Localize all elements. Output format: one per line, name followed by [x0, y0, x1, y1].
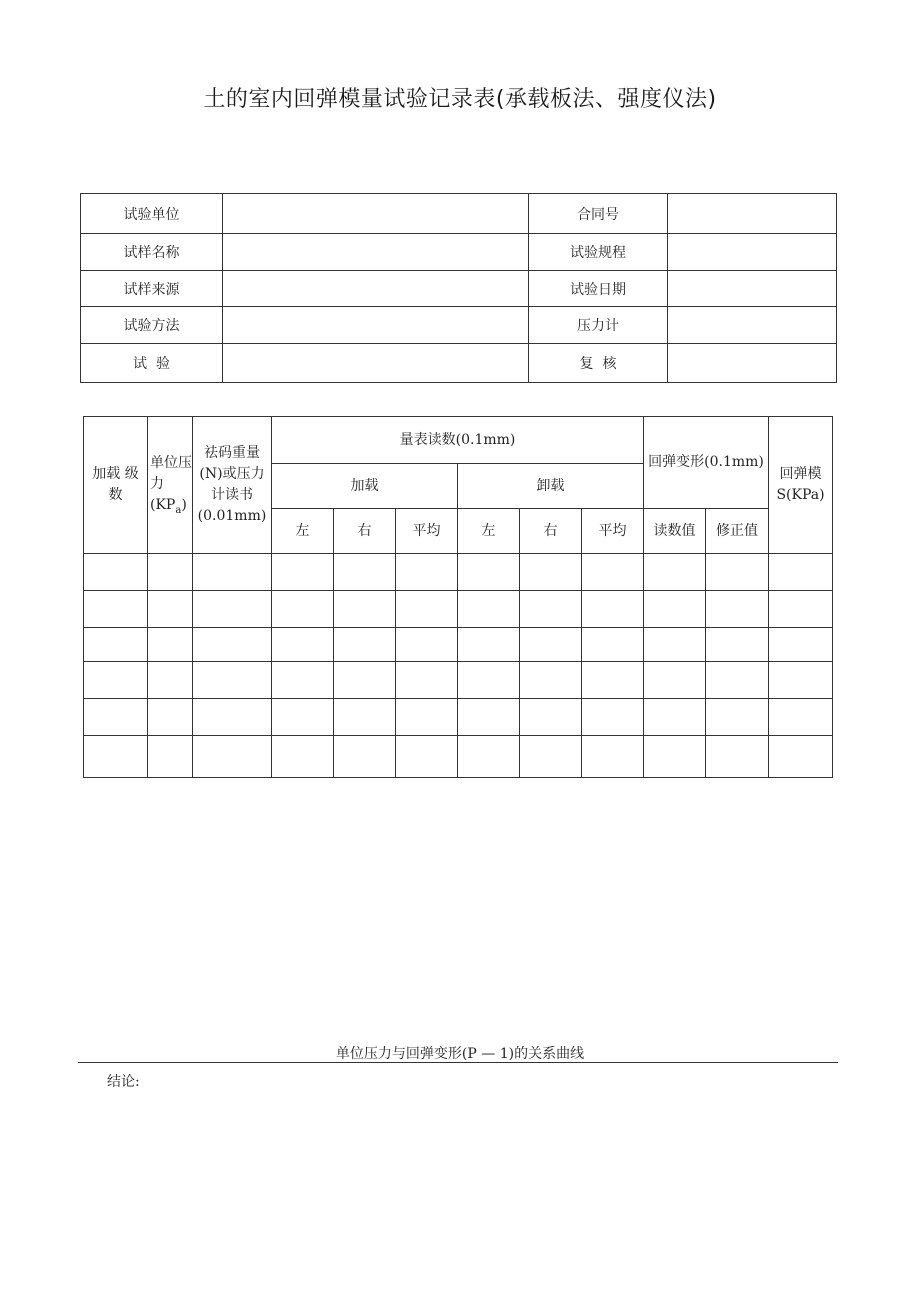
info-value-field[interactable] — [223, 234, 529, 271]
header-unit-pressure — [148, 417, 193, 554]
table-row — [84, 591, 833, 628]
table-cell[interactable] — [706, 628, 769, 662]
table-cell[interactable] — [520, 662, 582, 699]
table-cell[interactable] — [148, 736, 193, 778]
header-corrected-value: 修正值 — [706, 509, 769, 554]
header-row — [84, 417, 833, 464]
table-cell[interactable] — [769, 699, 833, 736]
table-cell[interactable] — [193, 736, 272, 778]
table-cell[interactable] — [769, 554, 833, 591]
info-row — [81, 194, 837, 234]
table-cell[interactable] — [706, 591, 769, 628]
header-rebound-deformation: 回弹变形(0.1mm) — [644, 417, 769, 509]
header-unit-pressure-unit: (KP — [150, 496, 176, 513]
header-reading-value: 读数值 — [644, 509, 706, 554]
table-cell[interactable] — [644, 554, 706, 591]
header-unit-pressure-sub: a — [175, 504, 182, 516]
info-label: 试验单位 — [81, 194, 223, 234]
table-cell[interactable] — [84, 736, 148, 778]
table-cell[interactable] — [193, 591, 272, 628]
info-label: 试样名称 — [81, 234, 223, 271]
header-left: 左 — [272, 509, 334, 554]
table-cell[interactable] — [334, 662, 396, 699]
table-cell[interactable] — [520, 736, 582, 778]
header-average: 平均 — [582, 509, 644, 554]
table-cell[interactable] — [334, 591, 396, 628]
table-cell[interactable] — [769, 628, 833, 662]
table-cell[interactable] — [193, 554, 272, 591]
table-cell[interactable] — [458, 591, 520, 628]
header-gauge-reading: 量表读数(0.1mm) — [272, 417, 644, 464]
header-unit-pressure-label: 单位压力 — [150, 454, 192, 492]
table-cell[interactable] — [148, 591, 193, 628]
page-title: 土的室内回弹模量试验记录表(承载板法、强度仪法) — [203, 87, 717, 112]
table-cell[interactable] — [272, 628, 334, 662]
table-cell[interactable] — [272, 736, 334, 778]
table-cell[interactable] — [582, 662, 644, 699]
header-right: 右 — [520, 509, 582, 554]
table-cell[interactable] — [644, 628, 706, 662]
table-cell[interactable] — [272, 662, 334, 699]
info-label: 试验日期 — [529, 271, 668, 307]
table-cell[interactable] — [84, 699, 148, 736]
table-cell[interactable] — [582, 591, 644, 628]
table-cell[interactable] — [582, 628, 644, 662]
table-cell[interactable] — [84, 662, 148, 699]
table-cell[interactable] — [396, 699, 458, 736]
header-unit-pressure-close: ) — [181, 496, 187, 513]
info-row — [81, 307, 837, 344]
table-cell[interactable] — [582, 736, 644, 778]
info-value-field[interactable] — [223, 307, 529, 344]
table-cell[interactable] — [458, 628, 520, 662]
info-label: 试样来源 — [81, 271, 223, 307]
table-cell[interactable] — [769, 736, 833, 778]
table-cell[interactable] — [769, 591, 833, 628]
header-rebound-modulus: 回弹模S(KPa) — [769, 417, 833, 554]
table-cell[interactable] — [520, 628, 582, 662]
table-cell[interactable] — [334, 736, 396, 778]
table-row — [84, 554, 833, 591]
info-label: 合同号 — [529, 194, 668, 234]
header-average: 平均 — [396, 509, 458, 554]
table-cell[interactable] — [334, 699, 396, 736]
info-label: 复 核 — [529, 344, 668, 383]
info-label: 试验规程 — [529, 234, 668, 271]
info-value-field[interactable] — [668, 194, 837, 234]
table-cell[interactable] — [84, 554, 148, 591]
table-cell[interactable] — [148, 699, 193, 736]
header-load-level: 加载 级数 — [84, 417, 148, 554]
header-loading: 加载 — [272, 464, 458, 509]
table-cell[interactable] — [396, 662, 458, 699]
table-cell[interactable] — [520, 699, 582, 736]
table-row — [84, 662, 833, 699]
table-cell[interactable] — [148, 628, 193, 662]
table-cell[interactable] — [272, 554, 334, 591]
info-value-field[interactable] — [668, 344, 837, 383]
info-value-field[interactable] — [668, 271, 837, 307]
header-unloading: 卸载 — [458, 464, 644, 509]
table-row — [84, 628, 833, 662]
table-cell[interactable] — [396, 736, 458, 778]
table-cell[interactable] — [706, 699, 769, 736]
info-value-field[interactable] — [223, 344, 529, 383]
table-cell[interactable] — [148, 662, 193, 699]
table-cell[interactable] — [644, 699, 706, 736]
table-cell[interactable] — [84, 591, 148, 628]
table-cell[interactable] — [193, 662, 272, 699]
info-row — [81, 234, 837, 271]
table-cell[interactable] — [706, 554, 769, 591]
conclusion-label: 结论: — [107, 1074, 140, 1090]
table-row — [84, 699, 833, 736]
table-cell[interactable] — [148, 554, 193, 591]
divider — [78, 1062, 838, 1063]
table-cell[interactable] — [193, 699, 272, 736]
header-right: 右 — [334, 509, 396, 554]
table-cell[interactable] — [84, 628, 148, 662]
table-cell[interactable] — [396, 628, 458, 662]
info-value-field[interactable] — [668, 307, 837, 344]
info-row — [81, 271, 837, 307]
table-cell[interactable] — [272, 591, 334, 628]
table-cell[interactable] — [644, 736, 706, 778]
table-cell[interactable] — [458, 554, 520, 591]
info-row — [81, 344, 837, 383]
table-cell[interactable] — [396, 554, 458, 591]
table-cell[interactable] — [644, 591, 706, 628]
table-cell[interactable] — [272, 699, 334, 736]
table-cell[interactable] — [396, 591, 458, 628]
info-value-field[interactable] — [668, 234, 837, 271]
header-left: 左 — [458, 509, 520, 554]
info-label: 试验方法 — [81, 307, 223, 344]
data-table — [83, 416, 833, 778]
table-cell[interactable] — [458, 736, 520, 778]
table-cell[interactable] — [334, 554, 396, 591]
info-value-field[interactable] — [223, 271, 529, 307]
info-table — [80, 193, 837, 383]
table-cell[interactable] — [582, 554, 644, 591]
table-cell[interactable] — [644, 662, 706, 699]
table-cell[interactable] — [582, 699, 644, 736]
table-cell[interactable] — [769, 662, 833, 699]
table-cell[interactable] — [458, 699, 520, 736]
info-value-field[interactable] — [223, 194, 529, 234]
table-cell[interactable] — [334, 628, 396, 662]
table-cell[interactable] — [458, 662, 520, 699]
table-cell[interactable] — [706, 662, 769, 699]
info-label: 试 验 — [81, 344, 223, 383]
table-row — [84, 736, 833, 778]
header-weight: 祛码重量(N)或压力计读书(0.01mm) — [193, 417, 272, 554]
info-label: 压力计 — [529, 307, 668, 344]
table-cell[interactable] — [520, 591, 582, 628]
table-cell[interactable] — [520, 554, 582, 591]
chart-caption: 单位压力与回弹变形(P — 1)的关系曲线 — [335, 1046, 585, 1062]
table-cell[interactable] — [706, 736, 769, 778]
table-cell[interactable] — [193, 628, 272, 662]
